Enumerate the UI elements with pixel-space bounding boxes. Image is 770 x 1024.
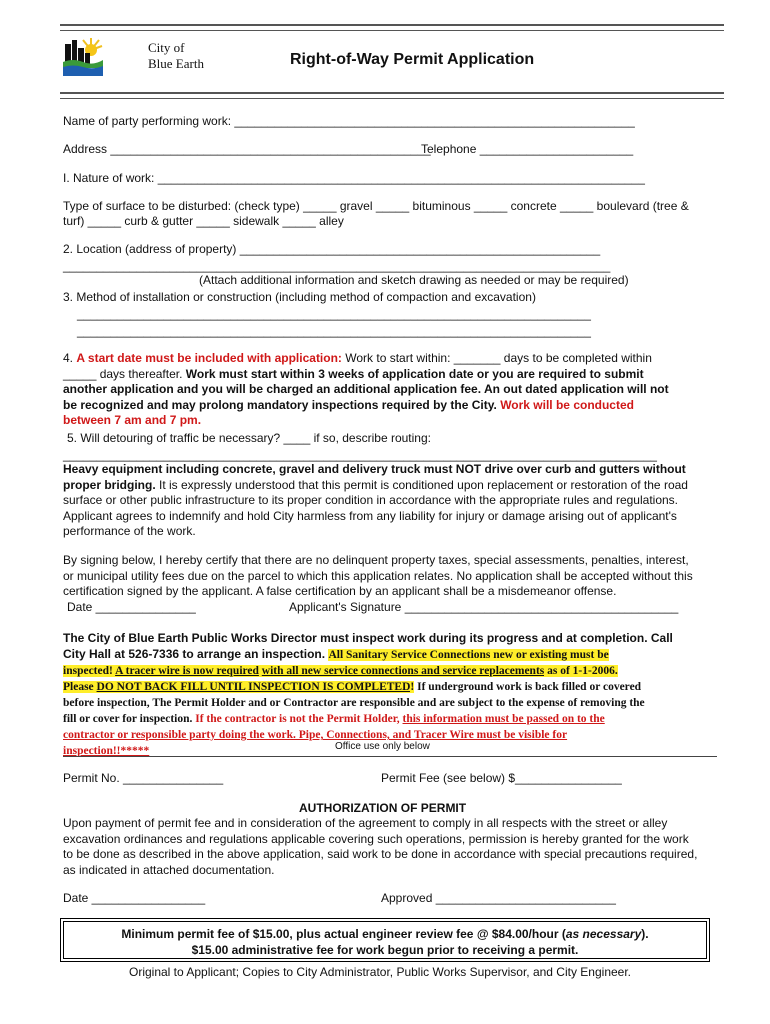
distribution-footer: Original to Applicant; Copies to City Administrator, Public Works Supervisor, and City Engineer.: [129, 965, 632, 979]
heavy-line-2-bold: proper bridging.: [63, 477, 156, 492]
certify-line-1: By signing below, I hereby certify that there are no delinquent property taxes, special assessments, penalties, interest,: [63, 553, 689, 567]
service-connections-notice: with all new service connections and service replacements: [261, 665, 545, 677]
work-hours-2: between 7 am and 7 pm.: [63, 413, 202, 428]
detour-blank[interactable]: _________________________________________________________________________________________: [63, 448, 657, 462]
fee-box: [60, 918, 710, 962]
inspected-notice: inspected!: [63, 665, 116, 677]
method-blank-2[interactable]: _____________________________________________________________________________: [77, 324, 591, 338]
applicant-signature-field[interactable]: Applicant's Signature _________________________________________: [289, 600, 679, 614]
tracer-wire-notice: A tracer wire is now required: [115, 665, 259, 677]
authorization-paragraph: [63, 816, 713, 878]
inspect-line-7: contractor or responsible party doing the work. Pipe, Connections, and Tracer Wire must be visible for: [63, 729, 568, 741]
auth-line-3: to be done as described in the above application, said work to be done in accordance with special precautions required,: [63, 847, 698, 862]
start-date-section: [63, 351, 713, 429]
fee-line-1: [64, 926, 706, 942]
inspect-line-5: before inspection, The Permit Holder and or Contractor are responsible and are subject to the expense of removing the: [63, 697, 645, 709]
page-title: Right-of-Way Permit Application: [290, 51, 535, 68]
work-hours-1: Work will be conducted: [500, 397, 634, 412]
address-field[interactable]: Address ________________________________________________: [63, 142, 431, 156]
nature-field[interactable]: I. Nature of work: _________________________________________________________________________: [63, 171, 645, 185]
auth-line-4: as indicated in attached documentation.: [63, 862, 275, 877]
header-rule-top: [60, 24, 724, 31]
certify-line-3: certification signed by the applicant. A false certification by an applicant shall be a misdemeanor offense.: [63, 584, 617, 599]
fee-line-1b: ).: [641, 927, 649, 941]
fee-line-1-italic: as necessary: [565, 927, 642, 941]
start-warning-3: be recognized and may prolong mandatory inspections required by the City.: [63, 397, 501, 412]
city-name-line1: City of: [148, 40, 185, 55]
approval-date-field[interactable]: Date _________________: [63, 891, 206, 905]
surface-type-line2[interactable]: turf) _____ curb & gutter _____ sidewalk _____ alley: [63, 214, 344, 228]
authorization-title: AUTHORIZATION OF PERMIT: [299, 801, 467, 815]
sanitary-connections-notice: All Sanitary Service Connections new or existing must be: [328, 649, 609, 661]
permit-number-field[interactable]: Permit No. _______________: [63, 771, 224, 785]
surface-type-line1[interactable]: Type of surface to be disturbed: (check type) _____ gravel _____ bituminous _____ concrete _____ boulevard (tree &: [63, 199, 689, 213]
inspect-line-2: City Hall at 526-7336 to arrange an inspection.: [63, 647, 329, 661]
office-use-label: Office use only below: [335, 741, 430, 752]
effective-date-notice: as of 1-1-2006.: [544, 665, 618, 677]
header-rule-bottom: [60, 92, 724, 99]
start-days-after[interactable]: _____ days thereafter.: [63, 366, 186, 381]
detour-question[interactable]: 5. Will detouring of traffic be necessary? ____ if so, describe routing:: [67, 431, 431, 445]
no-backfill-exclaim: !: [410, 681, 415, 693]
contractor-notice: If the contractor is not the Permit Holder,: [195, 713, 403, 725]
location-field[interactable]: 2. Location (address of property) ______________________________________________________: [63, 242, 601, 256]
heavy-line-1: Heavy equipment including concrete, gravel and delivery truck must NOT drive over curb and gutters without: [63, 462, 686, 476]
city-logo-icon: [63, 36, 103, 76]
heavy-line-5: performance of the work.: [63, 524, 196, 539]
certification-paragraph: [63, 553, 713, 600]
heavy-line-3: surface or other public infrastructure to its proper condition in accordance with the appropriate rules and regulations.: [63, 493, 679, 508]
location-blank[interactable]: __________________________________________________________________________________: [63, 259, 611, 273]
auth-line-2: excavation ordinances and regulations applicable covering such operations, permission is hereby granted for the work: [63, 831, 689, 846]
method-field: 3. Method of installation or construction (including method of compaction and excavation): [63, 290, 536, 304]
start-within[interactable]: Work to start within: _______ days to be completed within: [341, 351, 652, 365]
heavy-equipment-paragraph: [63, 462, 713, 540]
fee-box-inner: [63, 921, 707, 959]
no-backfill-notice: DO NOT BACK FILL UNTIL INSPECTION IS COMPLETED: [96, 681, 411, 693]
party-field[interactable]: Name of party performing work: ____________________________________________________________: [63, 114, 635, 128]
start-num: 4.: [63, 351, 77, 365]
auth-line-1: Upon payment of permit fee and in consideration of the agreement to comply in all respects with the street or alley: [63, 816, 668, 830]
fee-line-2: $15.00 administrative fee for work begun prior to receiving a permit.: [191, 943, 579, 957]
telephone-field[interactable]: Telephone _______________________: [421, 142, 634, 156]
pass-on-notice: this information must be passed on to the: [402, 713, 605, 725]
heavy-line-2: It is expressly understood that this permit is conditioned upon replacement or restoration of the road: [155, 477, 688, 492]
heavy-line-4: Applicant agrees to indemnify and hold City harmless from any liability for injury or damage arising out of applicant's: [63, 508, 677, 523]
inspect-line-1: The City of Blue Earth Public Works Director must inspect work during its progress and at completion. Call: [63, 631, 673, 645]
start-warning-2: another application and you will be charged an additional application fee. An out dated application will not: [63, 382, 669, 397]
certify-date-field[interactable]: Date _______________: [67, 600, 196, 614]
please-label: Please: [63, 681, 97, 693]
certify-line-2: or municipal utility fees due on the parcel to which this application relates. No application shall be accepted without this: [63, 568, 693, 583]
inspect-line-6: fill or cover for inspection.: [63, 713, 196, 725]
method-blank-1[interactable]: _____________________________________________________________________________: [77, 307, 591, 321]
backfill-consequence: If underground work is back filled or covered: [414, 681, 642, 693]
city-logo: [63, 36, 103, 76]
city-name: [148, 40, 204, 72]
inspection-section: [63, 630, 713, 759]
office-use-divider: [63, 756, 717, 757]
start-warning-1: Work must start within 3 weeks of application date or you are required to submit: [185, 366, 644, 381]
inspect-line-8: inspection!!*****: [63, 745, 150, 757]
start-date-required-label: A start date must be included with application:: [76, 351, 342, 365]
approved-field[interactable]: Approved ___________________________: [381, 891, 616, 905]
attach-note: (Attach additional information and sketch drawing as needed or may be required): [199, 273, 629, 287]
fee-line-1a: Minimum permit fee of $15.00, plus actual engineer review fee @ $84.00/hour (: [121, 927, 566, 941]
city-name-line2: Blue Earth: [148, 56, 204, 71]
permit-fee-field[interactable]: Permit Fee (see below) $________________: [381, 771, 622, 785]
